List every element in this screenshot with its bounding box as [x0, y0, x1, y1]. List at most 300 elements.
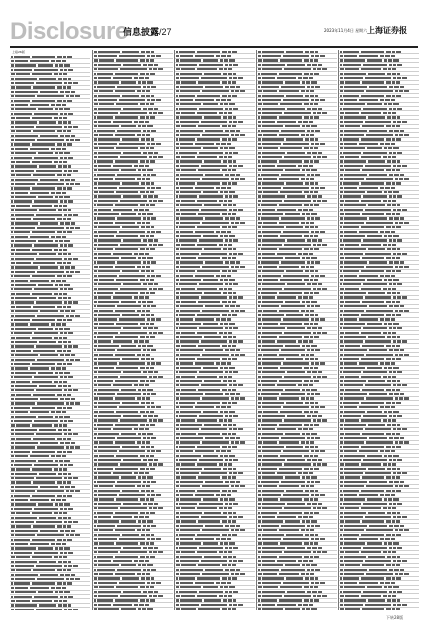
table-cell — [98, 476, 119, 478]
table-cell — [238, 77, 243, 79]
table-cell — [197, 226, 220, 228]
table-cell — [388, 332, 391, 334]
table-cell — [301, 310, 305, 312]
table-rows — [10, 55, 90, 610]
table-cell — [236, 349, 240, 351]
table-cell — [75, 534, 80, 536]
table-cell — [304, 235, 309, 237]
table-cell — [146, 51, 150, 53]
table-cell — [11, 429, 14, 431]
table-cell — [179, 371, 197, 373]
table-cell — [340, 424, 343, 426]
table-cell — [285, 301, 300, 303]
table-cell — [298, 253, 302, 255]
table-cell — [306, 397, 309, 399]
table-cell — [59, 600, 62, 602]
table-cell — [11, 231, 13, 233]
table-cell — [280, 147, 302, 149]
table-cell — [148, 547, 153, 549]
table-cell — [344, 121, 363, 123]
table-cell — [392, 358, 395, 360]
table-cell — [233, 599, 236, 601]
table-cell — [149, 507, 152, 509]
table-cell — [315, 275, 319, 277]
table-cell — [235, 485, 239, 487]
table-cell — [134, 428, 138, 430]
table-cell — [62, 192, 66, 194]
table-cell — [258, 520, 261, 522]
table-cell — [397, 73, 400, 75]
table-cell — [16, 161, 30, 163]
table-cell — [386, 389, 391, 391]
table-cell — [233, 472, 237, 474]
table-cell — [227, 494, 231, 496]
table-cell — [307, 327, 311, 329]
table-cell — [98, 187, 117, 189]
table-cell — [15, 565, 34, 567]
table-cell — [15, 78, 37, 80]
table-cell — [140, 323, 145, 325]
table-cell — [150, 73, 155, 75]
table-cell — [229, 560, 232, 562]
table-cell — [150, 468, 155, 470]
table-cell — [279, 512, 302, 514]
table-cell — [205, 481, 223, 483]
table-cell — [56, 104, 61, 106]
table-cell — [140, 191, 145, 193]
table-cell — [63, 468, 67, 470]
table-cell — [146, 573, 150, 575]
table-cell — [33, 481, 55, 483]
table-cell — [199, 195, 223, 197]
table-cell — [150, 542, 154, 544]
table-cell — [307, 64, 311, 66]
table-cell — [179, 226, 195, 228]
table-cell — [73, 389, 78, 391]
table-cell — [98, 125, 119, 127]
table-cell — [149, 244, 152, 246]
table-cell — [311, 389, 317, 391]
table-cell — [181, 595, 195, 597]
disclosure-table-columns — [10, 50, 418, 610]
table-cell — [311, 406, 314, 408]
table-cell — [306, 257, 310, 259]
table-cell — [15, 139, 35, 141]
table-cell — [176, 99, 179, 101]
table-cell — [143, 415, 147, 417]
table-cell — [38, 460, 53, 462]
table-cell — [201, 472, 227, 474]
table-cell — [11, 82, 14, 84]
table-cell — [258, 327, 261, 329]
table-cell — [314, 59, 318, 61]
table-cell — [224, 200, 227, 202]
table-cell — [153, 112, 157, 114]
table-cell — [363, 371, 387, 373]
table-cell — [115, 485, 135, 487]
table-cell — [67, 174, 71, 176]
table-cell — [228, 226, 231, 228]
table-cell — [67, 56, 72, 58]
table-cell — [94, 288, 97, 290]
table-cell — [180, 235, 201, 237]
table-cell — [221, 275, 226, 277]
table-cell — [284, 332, 311, 334]
table-cell — [220, 323, 223, 325]
table-cell — [98, 582, 117, 584]
table-cell — [176, 586, 179, 588]
table-cell — [59, 424, 62, 426]
table-cell — [151, 99, 155, 101]
table-cell — [204, 160, 221, 162]
table-cell — [158, 419, 163, 421]
table-cell — [98, 376, 118, 378]
table-cell — [391, 450, 395, 452]
table-cell — [180, 560, 199, 562]
table-cell — [310, 380, 313, 382]
table-cell — [322, 288, 327, 290]
table-cell — [60, 596, 63, 598]
table-cell — [146, 542, 149, 544]
table-cell — [14, 464, 32, 466]
table-cell — [258, 90, 262, 92]
table-cell — [59, 337, 62, 339]
table-cell — [393, 459, 396, 461]
table-cell — [201, 516, 227, 518]
table-cell — [143, 239, 147, 241]
table-cell — [119, 582, 145, 584]
table-cell — [309, 560, 313, 562]
table-cell — [98, 362, 117, 364]
table-cell — [36, 609, 62, 610]
table-cell — [279, 397, 299, 399]
table-cell — [16, 381, 30, 383]
table-cell — [219, 112, 223, 114]
table-cell — [258, 195, 261, 197]
table-cell — [366, 397, 393, 399]
table-cell — [123, 415, 141, 417]
table-cell — [322, 595, 327, 597]
table-cell — [68, 464, 73, 466]
table-cell — [98, 472, 111, 474]
table-cell — [98, 283, 121, 285]
table-cell — [343, 95, 359, 97]
table-cell — [146, 586, 149, 588]
table-cell — [306, 169, 310, 171]
table-cell — [94, 283, 97, 285]
table-cell — [98, 213, 119, 215]
table-cell — [361, 244, 381, 246]
table-cell — [318, 503, 322, 505]
table-cell — [176, 582, 179, 584]
table-cell — [146, 90, 150, 92]
table-cell — [181, 125, 196, 127]
table-cell — [232, 182, 237, 184]
table-cell — [176, 542, 179, 544]
table-cell — [277, 340, 296, 342]
table-cell — [51, 543, 55, 545]
table-cell — [202, 134, 229, 136]
table-cell — [232, 138, 237, 140]
table-cell — [11, 209, 14, 211]
table-cell — [306, 608, 310, 610]
table-cell — [14, 319, 30, 321]
table-cell — [233, 415, 238, 417]
table-cell — [238, 209, 243, 211]
table-cell — [304, 556, 309, 558]
table-cell — [314, 556, 319, 558]
table-cell — [344, 349, 367, 351]
table-cell — [309, 296, 313, 298]
table-cell — [11, 310, 14, 312]
table-cell — [34, 552, 58, 554]
table-cell — [258, 560, 261, 562]
table-cell — [222, 345, 227, 347]
table-cell — [60, 508, 63, 510]
table-cell — [233, 292, 236, 294]
table-cell — [67, 582, 72, 584]
table-cell — [304, 248, 309, 250]
table-cell — [369, 174, 387, 176]
table-cell — [94, 77, 97, 79]
table-cell — [11, 301, 14, 303]
table-cell — [400, 86, 404, 88]
table-cell — [98, 551, 118, 553]
table-cell — [258, 209, 261, 211]
table-cell — [16, 86, 31, 88]
table-cell — [32, 495, 55, 497]
table-cell — [176, 257, 180, 259]
table-cell — [145, 340, 149, 342]
table-cell — [32, 205, 52, 207]
table-cell — [146, 222, 150, 224]
table-cell — [59, 196, 63, 198]
table-cell — [216, 406, 220, 408]
table-cell — [11, 117, 15, 119]
table-cell — [15, 64, 36, 66]
table-cell — [179, 239, 197, 241]
table-cell — [263, 235, 278, 237]
table-cell — [285, 169, 300, 171]
table-cell — [30, 148, 49, 150]
table-cell — [280, 103, 302, 105]
table-cell — [304, 468, 309, 470]
table-cell — [203, 103, 218, 105]
table-cell — [204, 204, 221, 206]
table-cell — [318, 371, 322, 373]
table-cell — [11, 323, 14, 325]
table-cell — [263, 354, 277, 356]
table-cell — [71, 442, 75, 444]
table-cell — [258, 103, 262, 105]
table-cell — [147, 349, 150, 351]
table-cell — [64, 152, 70, 154]
table-cell — [224, 411, 228, 413]
table-cell — [345, 200, 359, 202]
table-cell — [176, 191, 179, 193]
table-cell — [51, 236, 55, 238]
table-cell — [314, 411, 318, 413]
table-cell — [388, 112, 391, 114]
table-cell — [98, 231, 117, 233]
table-cell — [180, 406, 193, 408]
table-cell — [262, 595, 282, 597]
table-cell — [392, 376, 396, 378]
table-cell — [158, 200, 163, 202]
table-cell — [309, 165, 313, 167]
table-cell — [227, 99, 231, 101]
table-cell — [340, 411, 343, 413]
table-cell — [151, 270, 154, 272]
table-cell — [70, 402, 74, 404]
table-cell — [143, 327, 147, 329]
table-cell — [181, 244, 195, 246]
table-cell — [119, 231, 145, 233]
table-cell — [34, 288, 58, 290]
table-cell — [11, 394, 15, 396]
table-cell — [223, 73, 227, 75]
table-cell — [179, 490, 195, 492]
table-cell — [14, 56, 30, 58]
table-cell — [181, 301, 196, 303]
table-cell — [310, 314, 314, 316]
table-cell — [146, 512, 149, 514]
table-cell — [340, 393, 343, 395]
table-cell — [180, 441, 200, 443]
table-cell — [134, 253, 138, 255]
table-cell — [314, 323, 318, 325]
table-cell — [240, 90, 245, 92]
table-cell — [180, 90, 200, 92]
table-cell — [198, 257, 220, 259]
table-cell — [176, 283, 178, 285]
table-cell — [307, 547, 311, 549]
table-cell — [228, 213, 231, 215]
table-cell — [391, 318, 395, 320]
table-cell — [392, 468, 396, 470]
table-cell — [228, 424, 232, 426]
table-cell — [223, 380, 227, 382]
table-cell — [298, 77, 302, 79]
table-cell — [176, 296, 179, 298]
table-cell — [14, 157, 32, 159]
table-cell — [203, 542, 218, 544]
table-cell — [11, 565, 14, 567]
table-cell — [38, 503, 53, 505]
table-cell — [30, 192, 49, 194]
table-cell — [195, 362, 214, 364]
table-cell — [365, 121, 391, 123]
table-cell — [258, 525, 260, 527]
table-cell — [283, 231, 309, 233]
table-cell — [224, 498, 228, 500]
table-cell — [387, 468, 391, 470]
table-cell — [147, 525, 150, 527]
table-cell — [262, 591, 285, 593]
table-cell — [229, 147, 235, 149]
table-cell — [365, 209, 391, 211]
table-cell — [394, 130, 399, 132]
table-cell — [231, 354, 234, 356]
table-cell — [11, 183, 14, 185]
table-cell — [367, 367, 382, 369]
table-cell — [301, 441, 305, 443]
table-cell — [99, 455, 114, 457]
table-cell — [393, 239, 396, 241]
table-cell — [71, 91, 75, 93]
table-cell — [180, 424, 202, 426]
table-cell — [303, 384, 308, 386]
table-cell — [222, 169, 227, 171]
table-cell — [314, 279, 318, 281]
table-cell — [340, 283, 342, 285]
table-cell — [64, 609, 67, 610]
table-cell — [388, 147, 392, 149]
table-cell — [63, 385, 67, 387]
table-cell — [156, 494, 161, 496]
table-cell — [262, 253, 275, 255]
table-cell — [180, 569, 203, 571]
table-cell — [344, 468, 366, 470]
table-cell — [176, 112, 180, 114]
table-cell — [68, 517, 71, 519]
table-cell — [94, 428, 97, 430]
table-cell — [94, 384, 97, 386]
table-cell — [309, 384, 313, 386]
table-cell — [310, 411, 313, 413]
table-cell — [236, 86, 240, 88]
table-cell — [55, 416, 58, 418]
table-cell — [229, 428, 232, 430]
table-cell — [261, 349, 279, 351]
table-cell — [67, 363, 72, 365]
table-cell — [317, 595, 321, 597]
table-cell — [310, 116, 313, 118]
table-cell — [71, 222, 75, 224]
table-cell — [232, 314, 237, 316]
table-cell — [310, 358, 314, 360]
table-cell — [11, 438, 15, 440]
table-cell — [310, 204, 313, 206]
table-cell — [68, 214, 72, 216]
table-cell — [94, 507, 97, 509]
table-cell — [238, 165, 243, 167]
table-cell — [263, 455, 278, 457]
table-cell — [311, 86, 314, 88]
table-cell — [229, 472, 232, 474]
table-cell — [340, 160, 343, 162]
table-cell — [228, 204, 232, 206]
table-cell — [71, 574, 75, 576]
table-cell — [14, 100, 30, 102]
table-cell — [317, 244, 321, 246]
table-cell — [115, 468, 138, 470]
table-cell — [380, 275, 384, 277]
table-cell — [227, 187, 231, 189]
table-cell — [385, 55, 390, 57]
table-cell — [203, 367, 218, 369]
table-cell — [315, 86, 320, 88]
table-cell — [386, 446, 391, 448]
table-cell — [11, 547, 14, 549]
table-cell — [223, 556, 227, 558]
table-cell — [258, 424, 260, 426]
table-cell — [402, 77, 407, 79]
table-cell — [146, 160, 149, 162]
table-cell — [176, 450, 179, 452]
table-cell — [68, 389, 72, 391]
table-cell — [68, 420, 73, 422]
